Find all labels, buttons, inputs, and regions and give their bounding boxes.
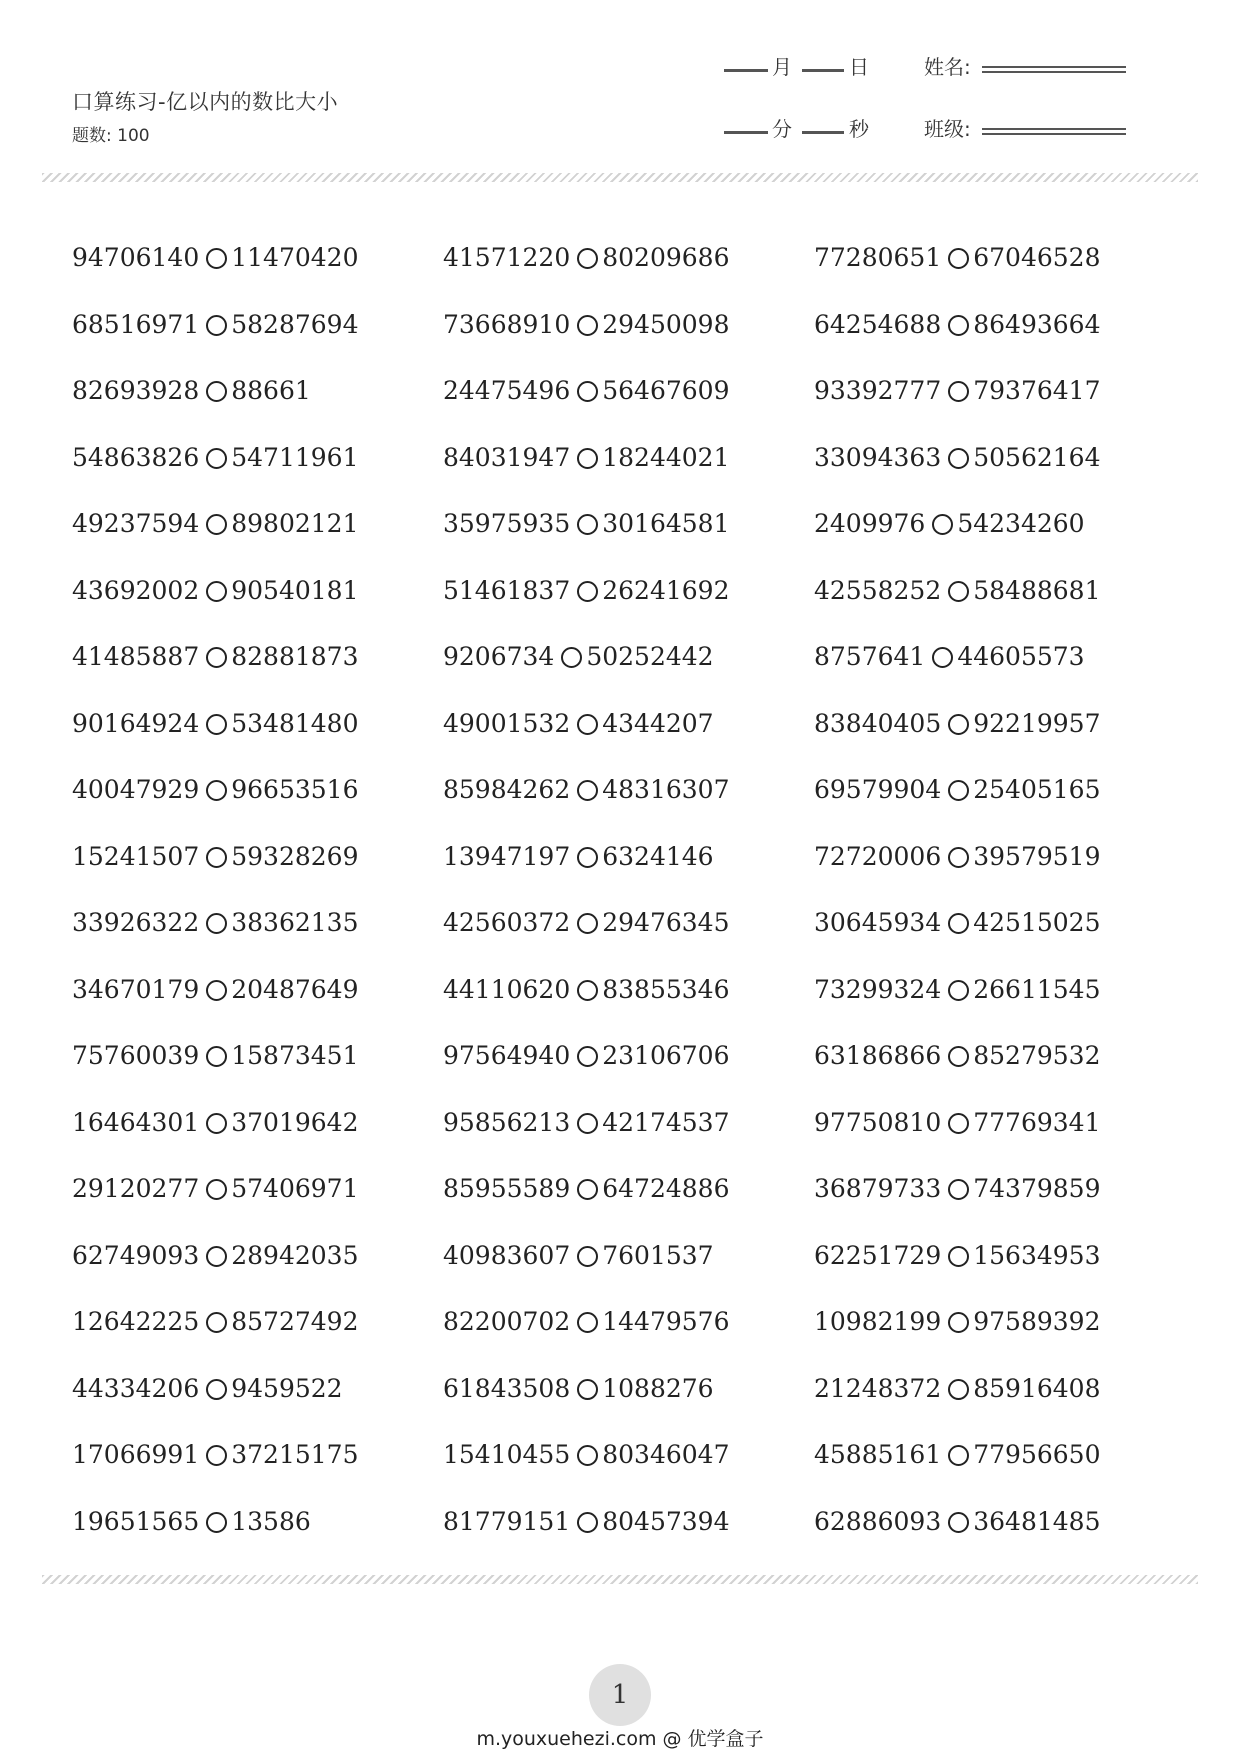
problem-row: [0, 703, 1240, 743]
left-number: 40047929: [72, 774, 200, 804]
left-number: 97750810: [814, 1107, 942, 1137]
comparison-problem: [443, 1102, 730, 1142]
comparison-problem: [814, 237, 1101, 277]
comparison-problem: [72, 437, 359, 477]
left-number: 62251729: [814, 1240, 942, 1270]
answer-circle[interactable]: [577, 847, 598, 868]
comparison-problem: [814, 769, 1101, 809]
right-number: 85916408: [973, 1373, 1101, 1403]
answer-circle[interactable]: [206, 913, 227, 934]
left-number: 61843508: [443, 1373, 571, 1403]
answer-circle[interactable]: [206, 248, 227, 269]
left-number: 41571220: [443, 242, 571, 272]
right-number: 58488681: [973, 575, 1101, 605]
right-number: 38362135: [231, 907, 359, 937]
right-number: 80209686: [602, 242, 730, 272]
second-label: 秒: [849, 117, 869, 141]
page-number-text: 1: [611, 1680, 629, 1710]
right-number: 9459522: [231, 1373, 343, 1403]
answer-circle[interactable]: [206, 1312, 227, 1333]
answer-circle[interactable]: [206, 1379, 227, 1400]
left-number: 41485887: [72, 641, 200, 671]
comparison-problem: [72, 1035, 359, 1075]
right-number: 11470420: [231, 242, 359, 272]
comparison-problem: [443, 237, 730, 277]
right-number: 79376417: [973, 375, 1101, 405]
left-number: 85984262: [443, 774, 571, 804]
answer-circle[interactable]: [577, 1046, 598, 1067]
right-number: 29476345: [602, 907, 730, 937]
answer-circle[interactable]: [948, 913, 969, 934]
problem-row: [0, 836, 1240, 876]
left-number: 10982199: [814, 1306, 942, 1336]
comparison-problem: [443, 370, 730, 410]
right-number: 6324146: [602, 841, 714, 871]
left-number: 94706140: [72, 242, 200, 272]
comparison-problem: [443, 1301, 730, 1341]
right-number: 77769341: [973, 1107, 1101, 1137]
left-number: 43692002: [72, 575, 200, 605]
left-number: 33094363: [814, 442, 942, 472]
left-number: 85955589: [443, 1173, 571, 1203]
right-number: 23106706: [602, 1040, 730, 1070]
answer-circle[interactable]: [206, 1113, 227, 1134]
answer-circle[interactable]: [577, 780, 598, 801]
right-number: 64724886: [602, 1173, 730, 1203]
comparison-problem: [814, 304, 1101, 344]
comparison-problem: [814, 636, 1085, 676]
comparison-problem: [443, 1235, 714, 1275]
answer-circle[interactable]: [577, 1113, 598, 1134]
left-number: 64254688: [814, 309, 942, 339]
left-number: 63186866: [814, 1040, 942, 1070]
day-blank[interactable]: [802, 69, 844, 72]
right-number: 18244021: [602, 442, 730, 472]
right-number: 1088276: [602, 1373, 714, 1403]
second-blank[interactable]: [802, 131, 844, 134]
left-number: 33926322: [72, 907, 200, 937]
answer-circle[interactable]: [948, 980, 969, 1001]
left-number: 54863826: [72, 442, 200, 472]
comparison-problem: [443, 1501, 730, 1541]
comparison-problem: [443, 1168, 730, 1208]
right-number: 4344207: [602, 708, 714, 738]
answer-circle[interactable]: [206, 514, 227, 535]
right-number: 86493664: [973, 309, 1101, 339]
comparison-problem: [814, 570, 1101, 610]
answer-circle[interactable]: [577, 248, 598, 269]
answer-circle[interactable]: [948, 1113, 969, 1134]
answer-circle[interactable]: [206, 1246, 227, 1267]
comparison-problem: [72, 237, 359, 277]
right-number: 26241692: [602, 575, 730, 605]
right-number: 50252442: [586, 641, 714, 671]
answer-circle[interactable]: [577, 714, 598, 735]
top-divider: [42, 173, 1198, 182]
left-number: 34670179: [72, 974, 200, 1004]
comparison-problem: [443, 703, 714, 743]
comparison-problem: [814, 969, 1101, 1009]
left-number: 19651565: [72, 1506, 200, 1536]
left-number: 2409976: [814, 508, 926, 538]
comparison-problem: [72, 1168, 359, 1208]
answer-circle[interactable]: [948, 448, 969, 469]
problem-count: 题数: 100: [72, 126, 150, 146]
right-number: 54711961: [231, 442, 359, 472]
problem-row: [0, 570, 1240, 610]
left-number: 49001532: [443, 708, 571, 738]
comparison-problem: [443, 1035, 730, 1075]
answer-circle[interactable]: [561, 647, 582, 668]
comparison-problem: [72, 969, 359, 1009]
comparison-problem: [443, 902, 730, 942]
answer-circle[interactable]: [577, 581, 598, 602]
comparison-problem: [443, 570, 730, 610]
comparison-problem: [814, 1102, 1101, 1142]
name-blank[interactable]: [982, 66, 1126, 68]
answer-circle[interactable]: [948, 780, 969, 801]
answer-circle[interactable]: [577, 315, 598, 336]
left-number: 81779151: [443, 1506, 571, 1536]
right-number: 80346047: [602, 1439, 730, 1469]
comparison-problem: [72, 636, 359, 676]
problem-row: [0, 1235, 1240, 1275]
problem-row: [0, 636, 1240, 676]
left-number: 36879733: [814, 1173, 942, 1203]
left-number: 21248372: [814, 1373, 942, 1403]
left-number: 9206734: [443, 641, 555, 671]
comparison-problem: [72, 769, 359, 809]
right-number: 44605573: [957, 641, 1085, 671]
left-number: 45885161: [814, 1439, 942, 1469]
answer-circle[interactable]: [206, 1512, 227, 1533]
answer-circle[interactable]: [577, 980, 598, 1001]
comparison-problem: [814, 437, 1101, 477]
left-number: 90164924: [72, 708, 200, 738]
comparison-problem: [72, 1102, 359, 1142]
right-number: 58287694: [231, 309, 359, 339]
right-number: 85727492: [231, 1306, 359, 1336]
right-number: 90540181: [231, 575, 359, 605]
right-number: 85279532: [973, 1040, 1101, 1070]
right-number: 42515025: [973, 907, 1101, 937]
answer-circle[interactable]: [948, 1179, 969, 1200]
left-number: 75760039: [72, 1040, 200, 1070]
left-number: 44110620: [443, 974, 571, 1004]
comparison-problem: [72, 1501, 311, 1541]
answer-circle[interactable]: [932, 647, 953, 668]
left-number: 13947197: [443, 841, 571, 871]
problem-row: [0, 1368, 1240, 1408]
right-number: 59328269: [231, 841, 359, 871]
problem-row: [0, 1434, 1240, 1474]
right-number: 26611545: [973, 974, 1101, 1004]
left-number: 68516971: [72, 309, 200, 339]
comparison-problem: [814, 836, 1101, 876]
left-number: 15241507: [72, 841, 200, 871]
comparison-problem: [814, 370, 1101, 410]
comparison-problem: [443, 437, 730, 477]
answer-circle[interactable]: [948, 1246, 969, 1267]
right-number: 80457394: [602, 1506, 730, 1536]
answer-circle[interactable]: [206, 647, 227, 668]
comparison-problem: [443, 304, 730, 344]
problem-row: [0, 370, 1240, 410]
left-number: 62749093: [72, 1240, 200, 1270]
answer-circle[interactable]: [948, 1445, 969, 1466]
right-number: 89802121: [231, 508, 359, 538]
right-number: 15873451: [231, 1040, 359, 1070]
left-number: 35975935: [443, 508, 571, 538]
left-number: 93392777: [814, 375, 942, 405]
comparison-problem: [72, 902, 359, 942]
answer-circle[interactable]: [206, 780, 227, 801]
minute-blank[interactable]: [724, 131, 768, 134]
comparison-problem: [72, 1301, 359, 1341]
comparison-problem: [72, 304, 359, 344]
left-number: 49237594: [72, 508, 200, 538]
comparison-problem: [443, 1434, 730, 1474]
comparison-problem: [72, 1368, 343, 1408]
right-number: 29450098: [602, 309, 730, 339]
comparison-problem: [814, 1434, 1101, 1474]
comparison-problem: [443, 503, 730, 543]
answer-circle[interactable]: [206, 847, 227, 868]
right-number: 74379859: [973, 1173, 1101, 1203]
problem-row: [0, 1035, 1240, 1075]
answer-circle[interactable]: [948, 1379, 969, 1400]
answer-circle[interactable]: [577, 1445, 598, 1466]
problem-row: [0, 769, 1240, 809]
left-number: 16464301: [72, 1107, 200, 1137]
comparison-problem: [814, 1235, 1101, 1275]
answer-circle[interactable]: [206, 581, 227, 602]
right-number: 15634953: [973, 1240, 1101, 1270]
left-number: 8757641: [814, 641, 926, 671]
left-number: 51461837: [443, 575, 571, 605]
answer-circle[interactable]: [948, 847, 969, 868]
right-number: 7601537: [602, 1240, 714, 1270]
answer-circle[interactable]: [577, 514, 598, 535]
class-blank[interactable]: [982, 128, 1126, 130]
answer-circle[interactable]: [206, 448, 227, 469]
left-number: 83840405: [814, 708, 942, 738]
left-number: 15410455: [443, 1439, 571, 1469]
answer-circle[interactable]: [577, 1512, 598, 1533]
right-number: 25405165: [973, 774, 1101, 804]
right-number: 37019642: [231, 1107, 359, 1137]
left-number: 72720006: [814, 841, 942, 871]
left-number: 69579904: [814, 774, 942, 804]
comparison-problem: [814, 503, 1085, 543]
right-number: 83855346: [602, 974, 730, 1004]
left-number: 73668910: [443, 309, 571, 339]
left-number: 12642225: [72, 1306, 200, 1336]
right-number: 13586: [231, 1506, 311, 1536]
comparison-problem: [814, 1368, 1101, 1408]
problem-row: [0, 503, 1240, 543]
answer-circle[interactable]: [577, 381, 598, 402]
comparison-problem: [814, 902, 1101, 942]
answer-circle[interactable]: [206, 315, 227, 336]
right-number: 50562164: [973, 442, 1101, 472]
right-number: 30164581: [602, 508, 730, 538]
problem-row: [0, 902, 1240, 942]
left-number: 95856213: [443, 1107, 571, 1137]
worksheet-title: 口算练习-亿以内的数比大小: [72, 90, 339, 114]
answer-circle[interactable]: [206, 1445, 227, 1466]
left-number: 29120277: [72, 1173, 200, 1203]
footer-site: m.youxuehezi.com @ 优学盒子: [476, 1728, 764, 1750]
left-number: 82693928: [72, 375, 200, 405]
comparison-problem: [814, 703, 1101, 743]
answer-circle[interactable]: [206, 1046, 227, 1067]
answer-circle[interactable]: [577, 448, 598, 469]
problem-row: [0, 437, 1240, 477]
answer-circle[interactable]: [577, 1246, 598, 1267]
answer-circle[interactable]: [948, 248, 969, 269]
right-number: 48316307: [602, 774, 730, 804]
answer-circle[interactable]: [577, 1179, 598, 1200]
comparison-problem: [443, 636, 714, 676]
answer-circle[interactable]: [948, 1046, 969, 1067]
comparison-problem: [443, 1368, 714, 1408]
right-number: 97589392: [973, 1306, 1101, 1336]
answer-circle[interactable]: [932, 514, 953, 535]
left-number: 82200702: [443, 1306, 571, 1336]
day-label: 日: [849, 55, 869, 79]
problem-row: [0, 304, 1240, 344]
problem-row: [0, 1168, 1240, 1208]
answer-circle[interactable]: [206, 1179, 227, 1200]
answer-circle[interactable]: [948, 581, 969, 602]
right-number: 57406971: [231, 1173, 359, 1203]
right-number: 20487649: [231, 974, 359, 1004]
left-number: 84031947: [443, 442, 571, 472]
left-number: 30645934: [814, 907, 942, 937]
problem-row: [0, 1102, 1240, 1142]
comparison-problem: [814, 1501, 1101, 1541]
right-number: 42174537: [602, 1107, 730, 1137]
answer-circle[interactable]: [206, 980, 227, 1001]
right-number: 82881873: [231, 641, 359, 671]
comparison-problem: [814, 1035, 1101, 1075]
answer-circle[interactable]: [948, 381, 969, 402]
bottom-divider: [42, 1575, 1198, 1584]
right-number: 14479576: [602, 1306, 730, 1336]
left-number: 42560372: [443, 907, 571, 937]
left-number: 24475496: [443, 375, 571, 405]
answer-circle[interactable]: [577, 1379, 598, 1400]
minute-label: 分: [772, 117, 792, 141]
comparison-problem: [814, 1168, 1101, 1208]
right-number: 37215175: [231, 1439, 359, 1469]
problem-row: [0, 969, 1240, 1009]
right-number: 39579519: [973, 841, 1101, 871]
class-label: 班级:: [924, 117, 971, 141]
comparison-problem: [443, 969, 730, 1009]
right-number: 92219957: [973, 708, 1101, 738]
left-number: 77280651: [814, 242, 942, 272]
problem-row: [0, 1501, 1240, 1541]
right-number: 67046528: [973, 242, 1101, 272]
left-number: 62886093: [814, 1506, 942, 1536]
left-number: 17066991: [72, 1439, 200, 1469]
left-number: 42558252: [814, 575, 942, 605]
answer-circle[interactable]: [577, 1312, 598, 1333]
name-label: 姓名:: [924, 55, 971, 79]
answer-circle[interactable]: [948, 1312, 969, 1333]
right-number: 36481485: [973, 1506, 1101, 1536]
answer-circle[interactable]: [206, 381, 227, 402]
left-number: 73299324: [814, 974, 942, 1004]
page-number: [589, 1664, 651, 1726]
left-number: 40983607: [443, 1240, 571, 1270]
month-blank[interactable]: [724, 69, 768, 72]
comparison-problem: [72, 836, 359, 876]
answer-circle[interactable]: [948, 714, 969, 735]
right-number: 28942035: [231, 1240, 359, 1270]
answer-circle[interactable]: [948, 315, 969, 336]
right-number: 88661: [231, 375, 311, 405]
right-number: 77956650: [973, 1439, 1101, 1469]
comparison-problem: [72, 703, 359, 743]
comparison-problem: [72, 370, 311, 410]
right-number: 54234260: [957, 508, 1085, 538]
right-number: 96653516: [231, 774, 359, 804]
comparison-problem: [72, 570, 359, 610]
left-number: 97564940: [443, 1040, 571, 1070]
comparison-problem: [814, 1301, 1101, 1341]
right-number: 56467609: [602, 375, 730, 405]
answer-circle[interactable]: [577, 913, 598, 934]
comparison-problem: [443, 836, 714, 876]
problem-row: [0, 1301, 1240, 1341]
left-number: 44334206: [72, 1373, 200, 1403]
right-number: 53481480: [231, 708, 359, 738]
comparison-problem: [72, 503, 359, 543]
problem-row: [0, 237, 1240, 277]
comparison-problem: [72, 1434, 359, 1474]
comparison-problem: [72, 1235, 359, 1275]
month-label: 月: [772, 55, 792, 79]
answer-circle[interactable]: [948, 1512, 969, 1533]
comparison-problem: [443, 769, 730, 809]
answer-circle[interactable]: [206, 714, 227, 735]
